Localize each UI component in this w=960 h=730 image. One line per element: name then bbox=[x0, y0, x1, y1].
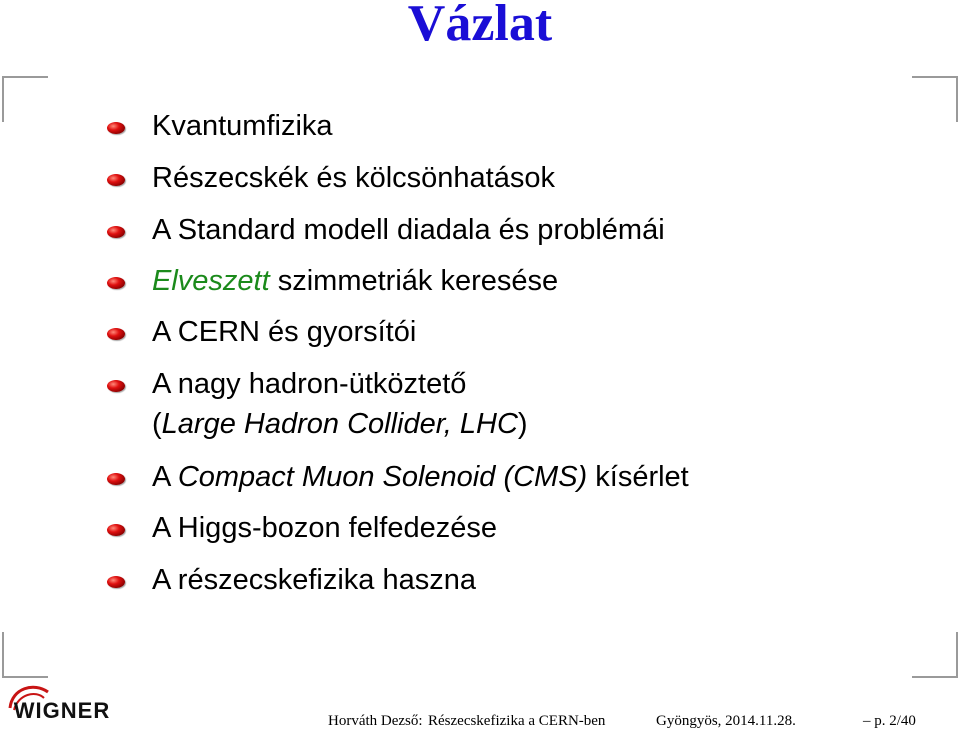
list-item-text: Kvantumfizika bbox=[152, 110, 333, 142]
bullet-icon bbox=[107, 576, 125, 588]
bullet-icon bbox=[107, 524, 125, 536]
list-item-text: A Standard modell diadala és problémái bbox=[152, 214, 665, 246]
footer-author: Horváth Dezső: bbox=[328, 713, 423, 729]
list-item-text bbox=[152, 265, 558, 297]
list-item-text-line2: (Large Hadron Collider, LHC) bbox=[152, 408, 528, 440]
frame-corner-bottom-right bbox=[912, 632, 958, 678]
slide-title: Vázlat bbox=[407, 0, 553, 52]
highlighted-word: Elveszett bbox=[152, 265, 270, 297]
list-item-italic: Large Hadron Collider, LHC bbox=[161, 408, 518, 440]
bullet-icon bbox=[107, 277, 125, 289]
list-item-text: A Compact Muon Solenoid (CMS) kísérlet bbox=[152, 461, 689, 493]
frame-corner-bottom-left bbox=[2, 632, 48, 678]
list-item-text: Részecskék és kölcsönhatások bbox=[152, 162, 555, 194]
list-item-text: A részecskefizika haszna bbox=[152, 564, 476, 596]
bullet-icon bbox=[107, 380, 125, 392]
bullet-icon bbox=[107, 473, 125, 485]
list-item-rest: szimmetriák keresése bbox=[269, 265, 559, 297]
footer-talk: Részecskefizika a CERN-ben bbox=[428, 713, 606, 729]
list-item-text: A Higgs-bozon felfedezése bbox=[152, 512, 497, 544]
bullet-icon bbox=[107, 122, 125, 134]
list-item-text: A CERN és gyorsítói bbox=[152, 316, 417, 348]
list-item-text: A nagy hadron-ütköztető bbox=[152, 368, 467, 400]
wigner-logo-icon bbox=[4, 678, 124, 724]
bullet-icon bbox=[107, 174, 125, 186]
footer-page: – p. 2/40 bbox=[863, 713, 916, 729]
bullet-icon bbox=[107, 328, 125, 340]
logo-text: WIGNER bbox=[13, 698, 111, 723]
bullet-icon bbox=[107, 226, 125, 238]
footer-place-date: Gyöngyös, 2014.11.28. bbox=[656, 713, 796, 729]
list-item-italic: Compact Muon Solenoid (CMS) bbox=[177, 461, 588, 493]
